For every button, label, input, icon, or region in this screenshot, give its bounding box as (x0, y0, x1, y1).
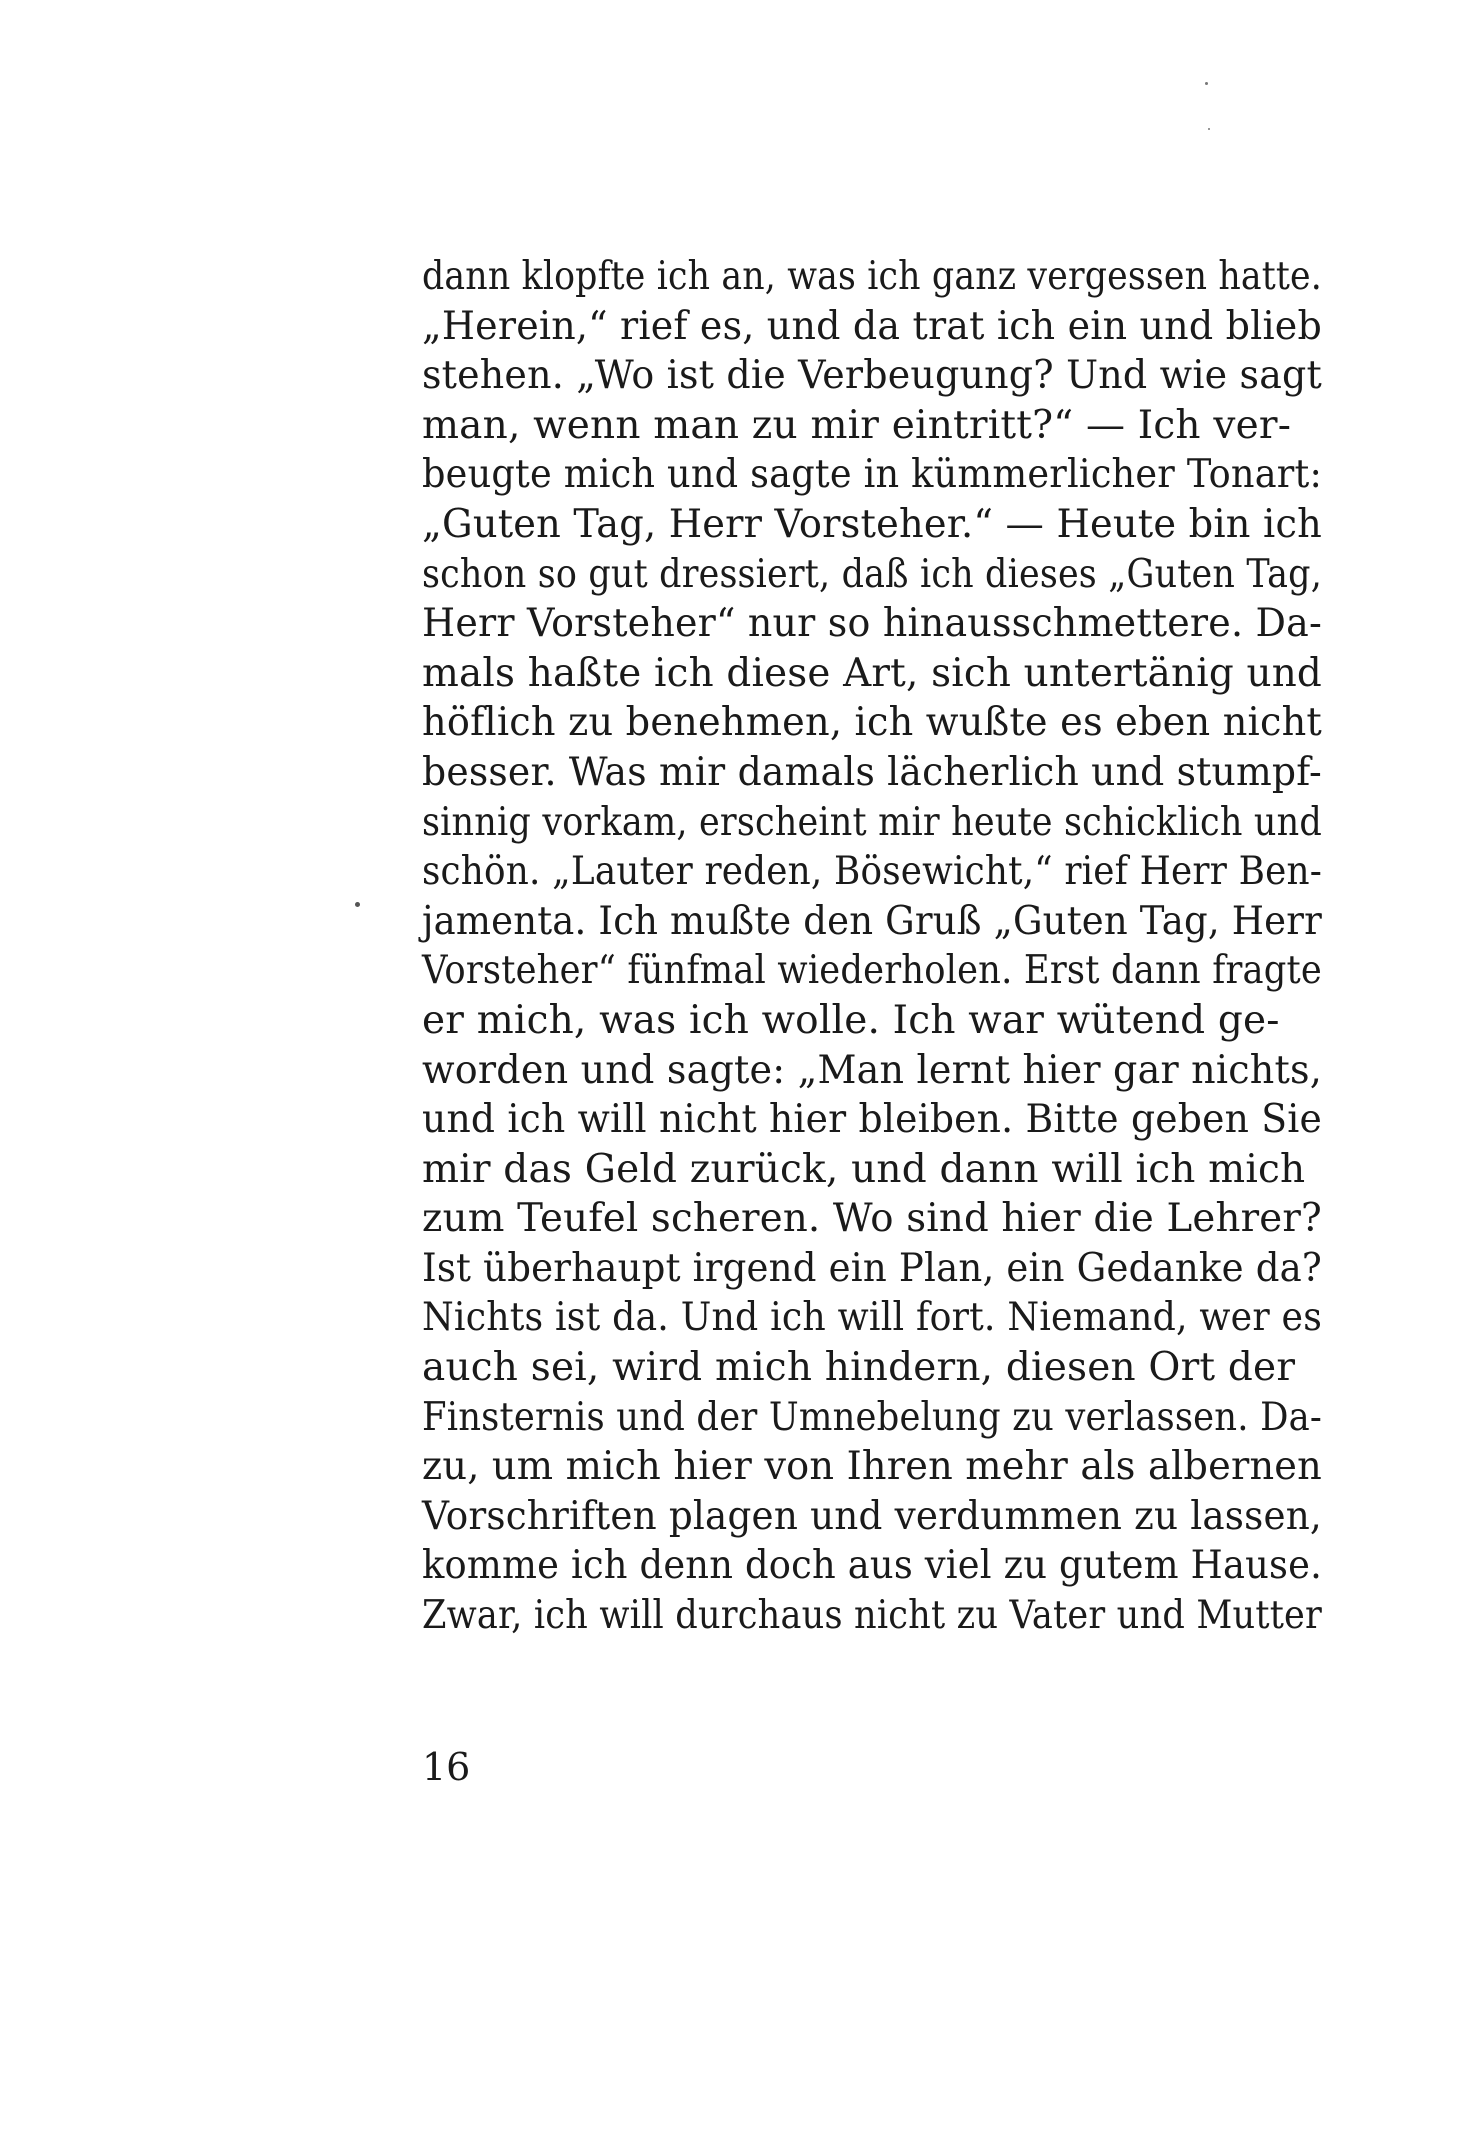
text-line: Finsternis und der Umnebelung zu verlassen. Da- (422, 1394, 1322, 1440)
text-line: zum Teufel scheren. Wo sind hier die Lehrer? (422, 1196, 1322, 1242)
text-line: schön. „Lauter reden, Bösewicht,“ rief Herr Ben- (422, 849, 1322, 895)
body-text (422, 252, 1322, 1641)
text-line: beugte mich und sagte in kümmerlicher Tonart: (422, 452, 1322, 498)
text-line: man, wenn man zu mir eintritt?“ — Ich ver- (422, 402, 1292, 448)
text-line: mals haßte ich diese Art, sich untertänig und (422, 650, 1322, 696)
text-line: zu, um mich hier von Ihren mehr als albernen (422, 1444, 1322, 1490)
text-line: Herr Vorsteher“ nur so hinausschmettere. Da- (422, 601, 1322, 647)
paper-speck (355, 902, 360, 907)
text-line: jamenta. Ich mußte den Gruß „Guten Tag, Herr (422, 898, 1322, 944)
text-line: Vorschriften plagen und verdummen zu lassen, (422, 1493, 1322, 1539)
text-line: stehen. „Wo ist die Verbeugung? Und wie sagt (422, 353, 1322, 399)
text-line: Vorsteher“ fünfmal wiederholen. Erst dann fragte (422, 948, 1322, 994)
text-line: Ist überhaupt irgend ein Plan, ein Gedanke da? (422, 1245, 1322, 1291)
text-line: sinnig vorkam, erscheint mir heute schicklich und (422, 799, 1322, 845)
paper-speck (1205, 82, 1208, 85)
text-line: mir das Geld zurück, und dann will ich mich (422, 1146, 1306, 1192)
text-line: besser. Was mir damals lächerlich und stumpf- (422, 749, 1322, 795)
text-line: „Guten Tag, Herr Vorsteher.“ — Heute bin ich (422, 501, 1322, 547)
text-line: Zwar, ich will durchaus nicht zu Vater und Mutter (422, 1593, 1322, 1639)
text-line: Nichts ist da. Und ich will fort. Niemand, wer es (422, 1295, 1322, 1341)
text-line: dann klopfte ich an, was ich ganz vergessen hatte. (422, 254, 1322, 299)
text-line: „Herein,“ rief es, und da trat ich ein und blieb (422, 303, 1322, 349)
text-line: worden und sagte: „Man lernt hier gar nichts, (422, 1047, 1322, 1093)
text-line: höflich zu benehmen, ich wußte es eben nicht (422, 700, 1322, 746)
text-line: er mich, was ich wolle. Ich war wütend ge- (422, 997, 1280, 1043)
text-line: komme ich denn doch aus viel zu gutem Hause. (422, 1543, 1322, 1589)
text-line: schon so gut dressiert, daß ich dieses „Guten Tag, (422, 551, 1322, 597)
text-line: auch sei, wird mich hindern, diesen Ort der (422, 1345, 1296, 1391)
paper-speck (1208, 128, 1210, 130)
page-number: 16 (422, 1745, 471, 1789)
text-line: und ich will nicht hier bleiben. Bitte geben Sie (422, 1097, 1322, 1143)
